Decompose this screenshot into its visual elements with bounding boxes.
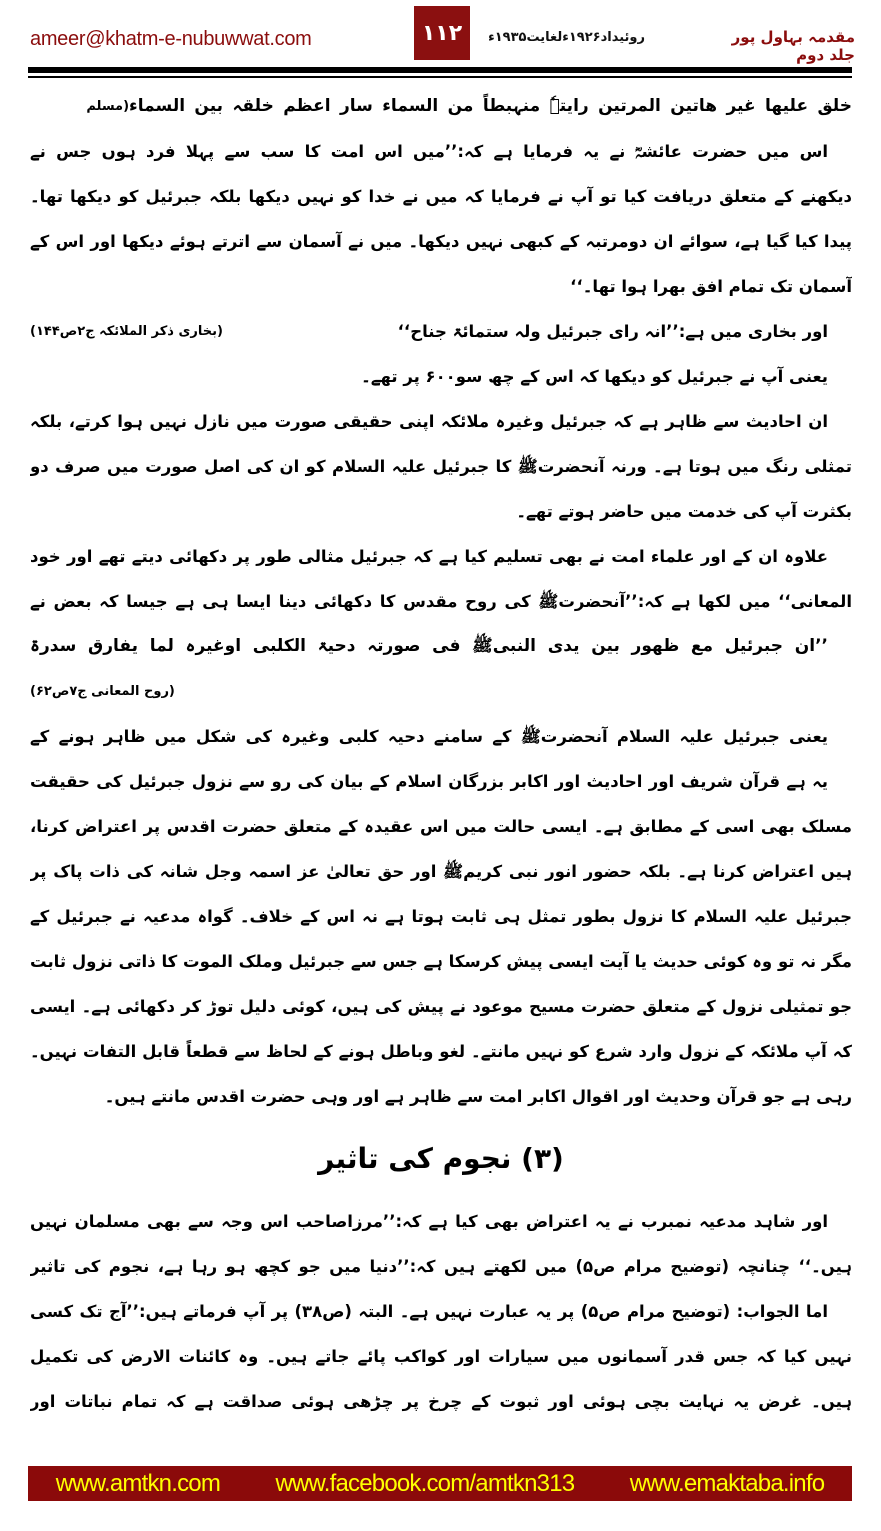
text-line: [30, 219, 852, 264]
text-line: [30, 984, 852, 1029]
line-text: بکثرت آپ کی خدمت میں حاضر ہوتے تھے۔: [516, 502, 852, 521]
text-line: [30, 489, 852, 534]
text-line: [30, 129, 852, 174]
line-text: یعنی آپ نے جبرئیل کو دیکھا کہ اس کے چھ سو۶۰۰ پر تھے۔: [361, 367, 828, 386]
line-text: اور بخاری میں ہے:’’انہ رای جبرئیل ولہ ستمائۃ جناح‘‘: [397, 322, 828, 341]
text-line: [30, 759, 852, 804]
text-line: [30, 669, 852, 714]
section-heading: (۳) نجوم کی تاثیر: [318, 1142, 564, 1175]
citation: (بخاری ذکر الملائکہ ج۲ص۱۴۴): [30, 324, 223, 339]
line-text: المعانی‘‘ میں لکھا ہے کہ:’’آنحضرتﷺ کی روح مقدس کا دکھائی دینا ایسا ہی ہے جیسا کہ بعض نے: [30, 592, 852, 611]
line-text: پیدا کیا گیا ہے، سوائے ان دومرتبہ کے کبھی نہیں دیکھا۔ میں نے آسمان سے اترتے ہوئے دیکھا اور اس کے: [30, 232, 852, 251]
line-text: اور شاہد مدعیہ نمبرب نے یہ اعتراض بھی کیا ہے کہ:’’مرزاصاحب اس وجہ سے بھی مسلمان نہیں: [30, 1212, 828, 1231]
line-text: ہیں اعتراض کرنا ہے۔ بلکہ حضور انور نبی کریمﷺ اور حق تعالیٰ عز اسمہ وجل شانہ کی ذات پاک پر: [30, 862, 852, 881]
footer-link-amtkn[interactable]: www.amtkn.com: [55, 1469, 221, 1497]
header-email[interactable]: ameer@khatm-e-nubuwwat.com: [30, 28, 312, 50]
line-text: جو تمثیلی نزول کے متعلق حضرت مسیح موعود نے پیش کی ہیں، کوئی دلیل توڑ کر دکھائی ہے۔ ایسی: [30, 997, 852, 1016]
text-line: [30, 309, 852, 354]
line-text: آسمان تک تمام افق بھرا ہوا تھا۔‘‘: [570, 277, 852, 296]
text-line: [30, 534, 852, 579]
line-text: ’’ان جبرئیل مع ظھور بین یدی النبیﷺ فی صورتہ دحیۃ الکلبی اوغیرہ لما یفارق سدرۃ: [30, 636, 828, 656]
text-line: [30, 939, 852, 984]
line-text: تمثلی رنگ میں ہوتا ہے۔ ورنہ آنحضرتﷺ کا جبرئیل علیہ السلام کو ان کی اصل صورت میں صرف دو: [30, 457, 852, 476]
footer-link-emaktaba[interactable]: www.emaktaba.info: [629, 1469, 825, 1497]
line-text: مسلک بھی اسی کے مطابق ہے۔ ایسی حالت میں اس عقیدہ کے متعلق حضرت اقدس پر اعتراض کرنا،: [30, 817, 852, 836]
text-line: [30, 849, 852, 894]
line-text: کہ آپ ملائکہ کے نزول وارد شرع کو نہیں مانتے۔ لغو وباطل ہونے کے لحاظ سے قطعاً قابل التفات نہیں۔: [30, 1042, 852, 1061]
line-text: اما الجواب: (توضیح مرام ص۵) پر یہ عبارت نہیں ہے۔ البتہ (ص۳۸) پر آپ فرماتے ہیں:’’آج تک کسی: [30, 1302, 828, 1321]
text-line: [30, 444, 852, 489]
footer-link-facebook[interactable]: www.facebook.com/amtkn313: [275, 1469, 575, 1497]
line-text: یعنی جبرئیل علیہ السلام آنحضرتﷺ کے سامنے دحیہ کلبی وغیرہ کی شکل میں ظاہر ہونے کے: [30, 727, 828, 746]
page-body: [30, 84, 852, 1424]
header-years: روئیداد۱۹۲۶ءلغایت۱۹۳۵ء: [488, 30, 645, 45]
text-line: [30, 1029, 852, 1074]
text-line: [30, 579, 852, 624]
text-line: [30, 1379, 852, 1424]
text-line: [30, 714, 852, 759]
text-line: [30, 1074, 852, 1119]
text-line: [30, 804, 852, 849]
text-line: [30, 894, 852, 939]
line-text: خلق علیھا غیر ھاتین المرتین رایتہٗ منہبطاً من السماء سار اعظم خلقہ بین السماء: [129, 96, 852, 116]
line-text: علاوہ ان کے اور علماء امت نے بھی تسلیم کیا ہے کہ جبرئیل مثالی طور پر دکھائی دیتے تھے اور خود: [30, 547, 828, 566]
text-line: [30, 264, 852, 309]
header-divider-thin: [28, 76, 852, 78]
line-text: ان احادیث سے ظاہر ہے کہ جبرئیل وغیرہ ملائکہ اپنی حقیقی صورت میں نازل نہیں ہوا کرتے، بلکہ: [30, 412, 828, 431]
line-text: دیکھنے کے متعلق دریافت کیا تو آپ نے فرمایا کہ میں نے خدا کو نہیں دیکھا بلکہ جبرئیل کو دیکھا تھا۔: [30, 187, 852, 206]
footer-bar: [28, 1466, 852, 1501]
line-text: اس میں حضرت عائشہؓ نے یہ فرمایا ہے کہ:’’میں اس امت کا سب سے پہلا فرد ہوں جس نے: [30, 142, 828, 161]
line-text: ہیں۔‘‘ چنانچہ (توضیح مرام ص۵) میں لکھتے ہیں کہ:’’دنیا میں جو کچھ ہو رہا ہے، نجوم کی تاثیر: [30, 1257, 852, 1276]
text-line: [30, 174, 852, 219]
header-divider-thick: [28, 67, 852, 73]
line-text: مگر نہ تو وہ کوئی حدیث یا آیت ایسی پیش کرسکا ہے جس سے جبرئیل وملک الموت کا ذاتی نزول ثابت: [30, 952, 852, 971]
line-text: یہ ہے قرآن شریف اور احادیث اور اکابر بزرگان اسلام کے بیان کی رو سے نزول جبرئیل کی حقیقت: [30, 772, 828, 791]
text-line: [30, 1289, 852, 1334]
text-line: [30, 399, 852, 444]
text-line: [30, 624, 852, 669]
citation: (مسلم: [86, 99, 130, 114]
line-text: (روح المعانی ج۷ص۶۲): [30, 684, 175, 699]
text-line: [30, 354, 852, 399]
text-line: [30, 84, 852, 129]
text-line: [30, 1334, 852, 1379]
line-text: نہیں کیا کہ جس قدر آسمانوں میں سیارات اور کواکب پائے جاتے ہیں۔ وہ کائنات الارض کی تکمیل: [30, 1347, 852, 1366]
text-line: [30, 1199, 852, 1244]
line-text: ہیں۔ غرض یہ نہایت بچی ہوئی اور ثبوت کے چرخ پر چڑھی ہوئی صداقت ہے کہ تمام نباتات اور: [30, 1392, 852, 1411]
header-book-title: مقدمہ بہاول پور جلد دوم: [731, 28, 855, 64]
text-line: [30, 1244, 852, 1289]
line-text: رہی ہے جو قرآن وحدیث اور اقوال اکابر امت سے ظاہر ہے اور وہی حضرت اقدس مانتے ہیں۔: [104, 1087, 852, 1106]
line-text: جبرئیل علیہ السلام کا نزول بطور تمثل ہی ثابت ہوتا ہے نہ اس کے خلاف۔ گواہ مدعیہ نے جبرئیل کے: [30, 907, 852, 926]
page-number-badge: ۱۱۲: [414, 6, 470, 60]
